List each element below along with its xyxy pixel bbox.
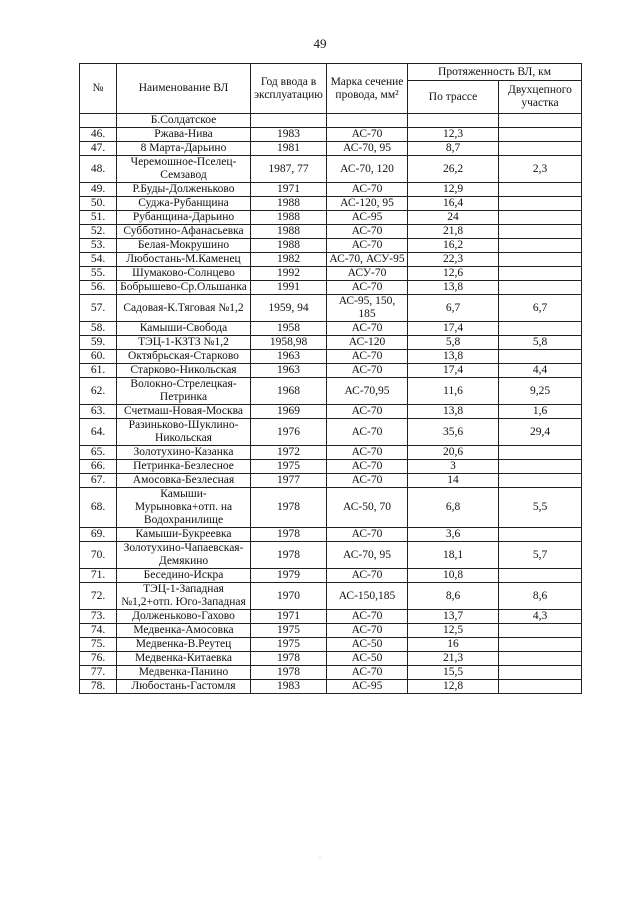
- double-length-cell: [499, 638, 582, 652]
- route-length-cell: 12,6: [408, 267, 499, 281]
- table-row: [80, 624, 582, 638]
- table-row: [80, 488, 582, 528]
- name-cell: Шумаково-Солнцево: [117, 267, 251, 281]
- blank-cell: [251, 114, 327, 128]
- num-cell: 46.: [80, 128, 117, 142]
- year-cell: 1983: [251, 680, 327, 694]
- table-row: [80, 446, 582, 460]
- num-cell: 57.: [80, 295, 117, 322]
- name-cell: Суджа-Рубанщина: [117, 197, 251, 211]
- num-cell: 52.: [80, 225, 117, 239]
- table-row: [80, 197, 582, 211]
- table-row: [80, 419, 582, 446]
- name-cell: Черемошное-Пселец-Семзавод: [117, 156, 251, 183]
- year-cell: 1963: [251, 364, 327, 378]
- name-cell: Любостань-М.Каменец: [117, 253, 251, 267]
- wire-cell: АС-50, 70: [327, 488, 408, 528]
- num-cell: 75.: [80, 638, 117, 652]
- wire-cell: АС-70: [327, 128, 408, 142]
- name-cell: 8 Марта-Дарьино: [117, 142, 251, 156]
- wire-cell: АС-70: [327, 474, 408, 488]
- year-cell: 1978: [251, 488, 327, 528]
- table-row: [80, 225, 582, 239]
- double-length-cell: [499, 281, 582, 295]
- name-cell: Любостань-Гастомля: [117, 680, 251, 694]
- double-length-cell: [499, 666, 582, 680]
- year-cell: 1972: [251, 446, 327, 460]
- table-row: [80, 405, 582, 419]
- double-length-cell: [499, 460, 582, 474]
- num-cell: 73.: [80, 610, 117, 624]
- wire-cell: АС-70: [327, 460, 408, 474]
- wire-cell: АС-70: [327, 183, 408, 197]
- table-row: [80, 142, 582, 156]
- wire-cell: АС-150,185: [327, 583, 408, 610]
- wire-cell: АС-70: [327, 569, 408, 583]
- double-length-cell: [499, 652, 582, 666]
- year-cell: 1978: [251, 542, 327, 569]
- year-cell: 1988: [251, 211, 327, 225]
- num-cell: 64.: [80, 419, 117, 446]
- table-row: [80, 569, 582, 583]
- year-cell: 1991: [251, 281, 327, 295]
- num-cell: 67.: [80, 474, 117, 488]
- name-cell: Старково-Никольская: [117, 364, 251, 378]
- blank-cell: [80, 114, 117, 128]
- year-cell: 1978: [251, 652, 327, 666]
- year-cell: 1977: [251, 474, 327, 488]
- name-cell: Рубанщина-Дарьино: [117, 211, 251, 225]
- num-cell: 56.: [80, 281, 117, 295]
- double-length-cell: [499, 528, 582, 542]
- table-row: [80, 253, 582, 267]
- double-length-cell: [499, 569, 582, 583]
- wire-cell: АС-70: [327, 446, 408, 460]
- double-length-cell: [499, 474, 582, 488]
- route-length-cell: 26,2: [408, 156, 499, 183]
- route-length-cell: 8,7: [408, 142, 499, 156]
- table-row: [80, 460, 582, 474]
- num-cell: 69.: [80, 528, 117, 542]
- double-length-cell: 5,8: [499, 336, 582, 350]
- num-cell: 60.: [80, 350, 117, 364]
- wire-cell: АС-120, 95: [327, 197, 408, 211]
- table-body: [80, 114, 582, 694]
- wire-cell: АС-70, 95: [327, 542, 408, 569]
- route-length-cell: 11,6: [408, 378, 499, 405]
- num-cell: 59.: [80, 336, 117, 350]
- year-cell: 1975: [251, 460, 327, 474]
- double-length-cell: [499, 239, 582, 253]
- wire-cell: АС-95: [327, 680, 408, 694]
- year-cell: 1968: [251, 378, 327, 405]
- route-length-cell: 17,4: [408, 364, 499, 378]
- header-name: Наименование ВЛ: [117, 64, 251, 114]
- route-length-cell: 20,6: [408, 446, 499, 460]
- table-row: [80, 583, 582, 610]
- num-cell: 72.: [80, 583, 117, 610]
- route-length-cell: 35,6: [408, 419, 499, 446]
- name-cell: Белая-Мокрушино: [117, 239, 251, 253]
- double-length-cell: [499, 142, 582, 156]
- name-cell: Долженьково-Гахово: [117, 610, 251, 624]
- double-length-cell: 2,3: [499, 156, 582, 183]
- double-length-cell: 9,25: [499, 378, 582, 405]
- num-cell: 55.: [80, 267, 117, 281]
- route-length-cell: 13,8: [408, 350, 499, 364]
- double-length-cell: [499, 624, 582, 638]
- route-length-cell: 16,2: [408, 239, 499, 253]
- route-length-cell: 12,5: [408, 624, 499, 638]
- num-cell: 48.: [80, 156, 117, 183]
- route-length-cell: 13,8: [408, 281, 499, 295]
- double-length-cell: [499, 183, 582, 197]
- num-cell: 63.: [80, 405, 117, 419]
- double-length-cell: [499, 225, 582, 239]
- route-length-cell: 6,7: [408, 295, 499, 322]
- double-length-cell: [499, 446, 582, 460]
- wire-cell: АС-70: [327, 225, 408, 239]
- name-cell: Бобрышево-Ср.Ольшанка: [117, 281, 251, 295]
- route-length-cell: 17,4: [408, 322, 499, 336]
- year-cell: 1976: [251, 419, 327, 446]
- double-length-cell: [499, 322, 582, 336]
- name-cell: Октябрьская-Старково: [117, 350, 251, 364]
- num-cell: 54.: [80, 253, 117, 267]
- num-cell: 50.: [80, 197, 117, 211]
- table-row: [80, 322, 582, 336]
- table-row: [80, 336, 582, 350]
- double-length-cell: [499, 680, 582, 694]
- double-length-cell: [499, 267, 582, 281]
- name-cell: Золотухино-Казанка: [117, 446, 251, 460]
- wire-cell: АС-70: [327, 610, 408, 624]
- name-cell: Медвенка-Амосовка: [117, 624, 251, 638]
- route-length-cell: 12,8: [408, 680, 499, 694]
- name-cell: Беседино-Искра: [117, 569, 251, 583]
- year-cell: 1971: [251, 183, 327, 197]
- double-length-cell: [499, 197, 582, 211]
- route-length-cell: 8,6: [408, 583, 499, 610]
- table-row: [80, 183, 582, 197]
- wire-cell: АС-70: [327, 666, 408, 680]
- name-cell: ТЭЦ-1-Западная №1,2+отп. Юго-Западная: [117, 583, 251, 610]
- wire-cell: АС-70, 120: [327, 156, 408, 183]
- route-length-cell: 21,8: [408, 225, 499, 239]
- double-length-cell: 29,4: [499, 419, 582, 446]
- num-cell: 49.: [80, 183, 117, 197]
- num-cell: 68.: [80, 488, 117, 528]
- route-length-cell: 24: [408, 211, 499, 225]
- wire-cell: АС-70: [327, 528, 408, 542]
- table-row: [80, 350, 582, 364]
- route-length-cell: 21,3: [408, 652, 499, 666]
- num-cell: 53.: [80, 239, 117, 253]
- name-cell: Медвенка-Китаевка: [117, 652, 251, 666]
- double-length-cell: [499, 211, 582, 225]
- year-cell: 1992: [251, 267, 327, 281]
- year-cell: 1969: [251, 405, 327, 419]
- year-cell: 1975: [251, 624, 327, 638]
- header-length-group: Протяженность ВЛ, км: [408, 64, 582, 81]
- name-cell: Камыши-Свобода: [117, 322, 251, 336]
- wire-cell: АС-70: [327, 281, 408, 295]
- wire-cell: АС-70, АСУ-95: [327, 253, 408, 267]
- route-length-cell: 13,7: [408, 610, 499, 624]
- name-cell: Разиньково-Шуклино-Никольская: [117, 419, 251, 446]
- header-length-double: Двухцепного участка: [499, 81, 582, 114]
- header-num: №: [80, 64, 117, 114]
- page-number: 49: [313, 36, 327, 51]
- wire-cell: АС-70,95: [327, 378, 408, 405]
- name-cell: Камыши-Букреевка: [117, 528, 251, 542]
- num-cell: 47.: [80, 142, 117, 156]
- double-length-cell: 6,7: [499, 295, 582, 322]
- table-row: [80, 680, 582, 694]
- table-row: [80, 156, 582, 183]
- route-length-cell: 16,4: [408, 197, 499, 211]
- num-cell: 65.: [80, 446, 117, 460]
- name-cell: Счетмаш-Новая-Москва: [117, 405, 251, 419]
- name-cell: Петринка-Безлесное: [117, 460, 251, 474]
- year-cell: 1981: [251, 142, 327, 156]
- route-length-cell: 10,8: [408, 569, 499, 583]
- double-length-cell: 8,6: [499, 583, 582, 610]
- wire-cell: АС-50: [327, 638, 408, 652]
- name-cell: Камыши-Мурыновка+отп. на Водохранилище: [117, 488, 251, 528]
- header-length-route: По трассе: [408, 81, 499, 114]
- year-cell: 1959, 94: [251, 295, 327, 322]
- year-cell: 1987, 77: [251, 156, 327, 183]
- year-cell: 1958,98: [251, 336, 327, 350]
- blank-cell: [408, 114, 499, 128]
- wire-cell: АС-70: [327, 624, 408, 638]
- num-cell: 78.: [80, 680, 117, 694]
- table-row: [80, 211, 582, 225]
- double-length-cell: [499, 253, 582, 267]
- wire-cell: АС-70: [327, 419, 408, 446]
- num-cell: 70.: [80, 542, 117, 569]
- table-row: [80, 528, 582, 542]
- year-cell: 1982: [251, 253, 327, 267]
- wire-cell: АС-70: [327, 322, 408, 336]
- wire-cell: АС-95: [327, 211, 408, 225]
- year-cell: 1978: [251, 666, 327, 680]
- num-cell: 58.: [80, 322, 117, 336]
- table-row: [80, 364, 582, 378]
- blank-cell: [499, 114, 582, 128]
- route-length-cell: 14: [408, 474, 499, 488]
- year-cell: 1979: [251, 569, 327, 583]
- route-length-cell: 16: [408, 638, 499, 652]
- header-year: Год ввода в эксплуатацию: [251, 64, 327, 114]
- name-cell: Золотухино-Чапаевская-Демякино: [117, 542, 251, 569]
- double-length-cell: 4,3: [499, 610, 582, 624]
- table-row: [80, 474, 582, 488]
- num-cell: 61.: [80, 364, 117, 378]
- table-row: [80, 128, 582, 142]
- year-cell: 1971: [251, 610, 327, 624]
- route-length-cell: 3,6: [408, 528, 499, 542]
- double-length-cell: 5,7: [499, 542, 582, 569]
- year-cell: 1975: [251, 638, 327, 652]
- name-cell: Медвенка-Панино: [117, 666, 251, 680]
- year-cell: 1958: [251, 322, 327, 336]
- section-row: [80, 114, 582, 128]
- double-length-cell: [499, 350, 582, 364]
- name-cell: Субботино-Афанасьевка: [117, 225, 251, 239]
- route-length-cell: 15,5: [408, 666, 499, 680]
- double-length-cell: 1,6: [499, 405, 582, 419]
- num-cell: 66.: [80, 460, 117, 474]
- num-cell: 62.: [80, 378, 117, 405]
- name-cell: ТЭЦ-1-КЗТЗ №1,2: [117, 336, 251, 350]
- year-cell: 1983: [251, 128, 327, 142]
- table-row: [80, 267, 582, 281]
- year-cell: 1988: [251, 239, 327, 253]
- wire-cell: АС-70: [327, 364, 408, 378]
- route-length-cell: 13,8: [408, 405, 499, 419]
- table-row: [80, 281, 582, 295]
- double-length-cell: [499, 128, 582, 142]
- year-cell: 1978: [251, 528, 327, 542]
- wire-cell: АС-95, 150, 185: [327, 295, 408, 322]
- wire-cell: АСУ-70: [327, 267, 408, 281]
- num-cell: 51.: [80, 211, 117, 225]
- wire-cell: АС-120: [327, 336, 408, 350]
- route-length-cell: 22,3: [408, 253, 499, 267]
- double-length-cell: 5,5: [499, 488, 582, 528]
- table-row: [80, 295, 582, 322]
- wire-cell: АС-70: [327, 405, 408, 419]
- table-row: [80, 542, 582, 569]
- year-cell: 1963: [251, 350, 327, 364]
- route-length-cell: 12,3: [408, 128, 499, 142]
- num-cell: 77.: [80, 666, 117, 680]
- num-cell: 76.: [80, 652, 117, 666]
- section-label: Б.Солдатское: [117, 114, 251, 128]
- year-cell: 1970: [251, 583, 327, 610]
- double-length-cell: 4,4: [499, 364, 582, 378]
- name-cell: Ржава-Нива: [117, 128, 251, 142]
- name-cell: Садовая-К.Тяговая №1,2: [117, 295, 251, 322]
- name-cell: Волокно-Стрелецкая-Петринка: [117, 378, 251, 405]
- table-row: [80, 239, 582, 253]
- table-row: [80, 378, 582, 405]
- route-length-cell: 5,8: [408, 336, 499, 350]
- year-cell: 1988: [251, 197, 327, 211]
- table-row: [80, 666, 582, 680]
- name-cell: Р.Буды-Долженьково: [117, 183, 251, 197]
- name-cell: Медвенка-В.Реутец: [117, 638, 251, 652]
- wire-cell: АС-70, 95: [327, 142, 408, 156]
- power-lines-table: [79, 63, 582, 694]
- route-length-cell: 18,1: [408, 542, 499, 569]
- year-cell: 1988: [251, 225, 327, 239]
- wire-cell: АС-50: [327, 652, 408, 666]
- table-row: [80, 652, 582, 666]
- route-length-cell: 6,8: [408, 488, 499, 528]
- header-wire: Марка сечение провода, мм²: [327, 64, 408, 114]
- num-cell: 71.: [80, 569, 117, 583]
- wire-cell: АС-70: [327, 239, 408, 253]
- num-cell: 74.: [80, 624, 117, 638]
- blank-cell: [327, 114, 408, 128]
- route-length-cell: 12,9: [408, 183, 499, 197]
- footer-mark: .: [319, 851, 321, 860]
- name-cell: Амосовка-Безлесная: [117, 474, 251, 488]
- table-row: [80, 610, 582, 624]
- route-length-cell: 3: [408, 460, 499, 474]
- wire-cell: АС-70: [327, 350, 408, 364]
- table-row: [80, 638, 582, 652]
